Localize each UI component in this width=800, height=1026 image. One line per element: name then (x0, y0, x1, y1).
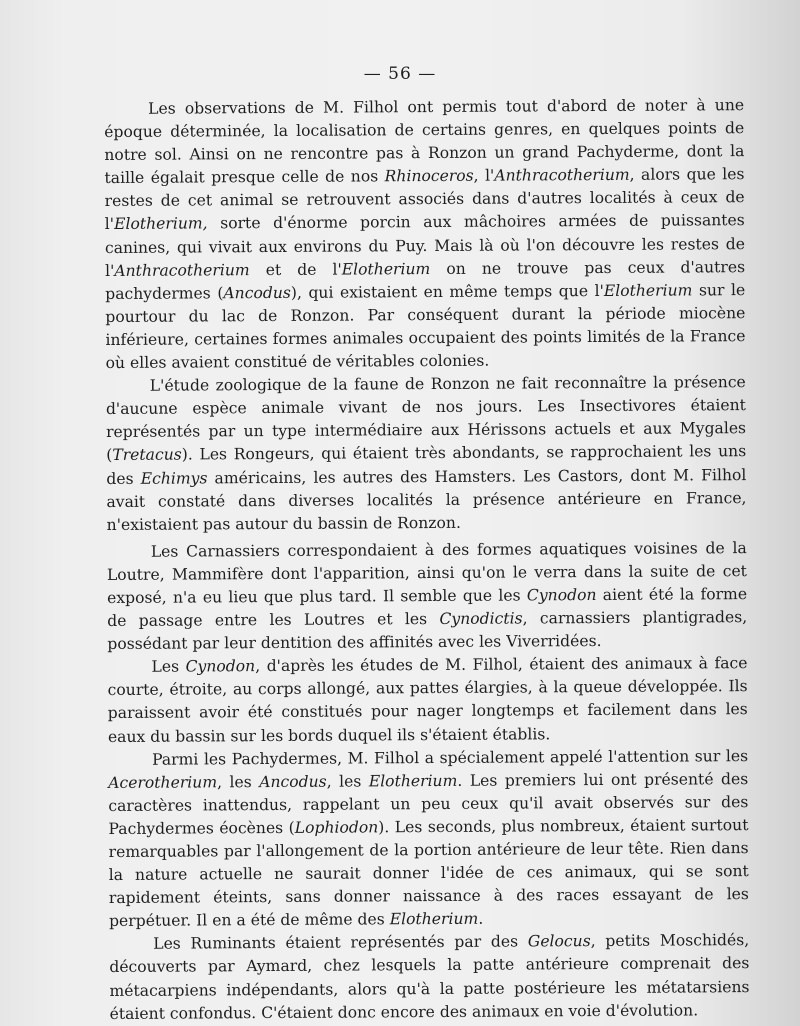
italic-term: Elotherium (389, 910, 479, 929)
italic-term: Cynodon (526, 585, 597, 605)
text-run: , d'après les études de M. Filhol, étaient des animaux à face courte, étroite, au corps allongé, aux pattes élargies, à la queue développée. Ils paraissent avoir été constitués pour nager longtemps et facilement dans les eaux du bassin sur les bords duquel ils s'étaient établis. (107, 654, 748, 746)
paragraph (107, 652, 748, 748)
text-run: Parmi les Pachydermes, M. Filhol a spécialement appelé l'attention sur les (151, 746, 749, 769)
italic-term: Elotherium (368, 771, 458, 791)
paragraph (108, 745, 749, 934)
text-run: , les (326, 772, 369, 791)
text-run: et de l' (249, 260, 342, 279)
italic-term: Elotherium, (114, 214, 208, 234)
text-run: , carnassiers plantigrades, possédant par leur dentition des affinités avec les Viverridées. (107, 608, 748, 654)
text-run: . Les premiers lui ont présenté des caractères inattendus, rappelant un peu ceux qu'il avait observés sur des Pachydermes éocènes ( (108, 769, 749, 838)
paragraph (106, 371, 747, 537)
paragraph (109, 929, 750, 1025)
text-run: . (478, 909, 484, 929)
italic-term: Anthracotherium (114, 260, 250, 280)
text-run: américains, les autres des Hamsters. Les Castors, dont M. Filhol avait constaté dans diverses localités la présence antérieure en France, n'existaient pas autour du bassin de Ronzon. (106, 465, 747, 534)
page-number: — 56 — (363, 64, 437, 84)
text-run: sorte d'énorme porcin aux mâchoires armées de puissantes canines, qui vivait aux environs du Puy. Mais là où l'on découvre les restes de l' (104, 211, 745, 280)
text-run: , petits Moschidés, découverts par Aymard, chez lesquels la patte antérieure comprenait des métacarpiens indépendants, alors qu'à la patte postérieure les métatarsiens étaient confondus. C'étaient donc encore des animaux en voie d'évolution. (109, 931, 750, 1023)
italic-term: Elotherium (341, 259, 431, 279)
italic-term: Acerotherium (108, 773, 218, 792)
italic-term: Ancodus (223, 283, 291, 303)
text-run: ). Les seconds, plus nombreux, étaient surtout remarquables par l'allongement de la portion antérieure de leur tête. Rien dans la nature actuelle ne saurait donner l'idée de ces animaux, qui se sont rapidement éteints, sans donner naissance à des races essayant de les perpétuer. Il en a été de même des (108, 815, 749, 931)
paragraph (107, 537, 748, 656)
text-run: , les (217, 772, 260, 792)
italic-term: Lophiodon (294, 818, 379, 837)
text-run: Les Carnassiers correspondaient à des formes aquatiques voisines de la Loutre, Mammifère dont l'apparition, ainsi qu'on le verra dans la suite de cet exposé, n'a eu lieu que plus tard. Il semble que les (106, 538, 747, 607)
italic-term: Elotherium (603, 281, 693, 300)
italic-term: Rhinoceros (384, 167, 474, 186)
italic-term: Ancodus (259, 772, 327, 791)
text-run: L'étude zoologique de la faune de Ronzon ne fait reconnaître la présence d'aucune espèce animale vivant de nos jours. Les Insectivores étaient représentés par un type intermédiaire aux Hérissons actuels et aux Mygales ( (105, 373, 747, 465)
italic-term: Cynodictis (439, 609, 523, 629)
italic-term: Tretacus (112, 445, 182, 465)
italic-term: Gelocus (527, 932, 591, 951)
text-run: Les (151, 657, 186, 676)
text-run: on ne trouve pas ceux d'autres pachydermes ( (105, 257, 746, 303)
italic-term: Cynodon (185, 657, 256, 676)
text-run: , alors que les restes de cet animal se retrouvent associés dans d'autres localités à ceux de l' (104, 165, 745, 234)
text-run: ), qui existaient en même temps que l' (290, 281, 604, 302)
italic-term: Anthracotherium (494, 166, 630, 185)
text-run: , l' (473, 166, 495, 186)
italic-term: Echimys (140, 468, 208, 488)
text-run: sur le pourtour du lac de Ronzon. Par conséquent durant la période miocène inférieure, certaines formes animales occupaient des points limités de la France où elles avaient constitué de véritables colonies. (105, 280, 746, 373)
text-run: ). Les Rongeurs, qui étaient très abondants, se rapprochaient les uns des (106, 442, 747, 488)
text-run: Les Ruminants étaient représentés par des (153, 932, 528, 954)
text-run: Les observations de M. Filhol ont permis tout d'abord de noter à une époque déterminée, la localisation de certains genres, en quelques points de notre sol. Ainsi on ne rencontre pas à Ronzon un grand Pachyderme, dont la taille égalait presque celle de nos (104, 96, 745, 188)
text-run: aient été la forme de passage entre les Loutres et les (107, 585, 748, 631)
body-text (104, 92, 750, 1026)
paragraph (104, 94, 746, 375)
